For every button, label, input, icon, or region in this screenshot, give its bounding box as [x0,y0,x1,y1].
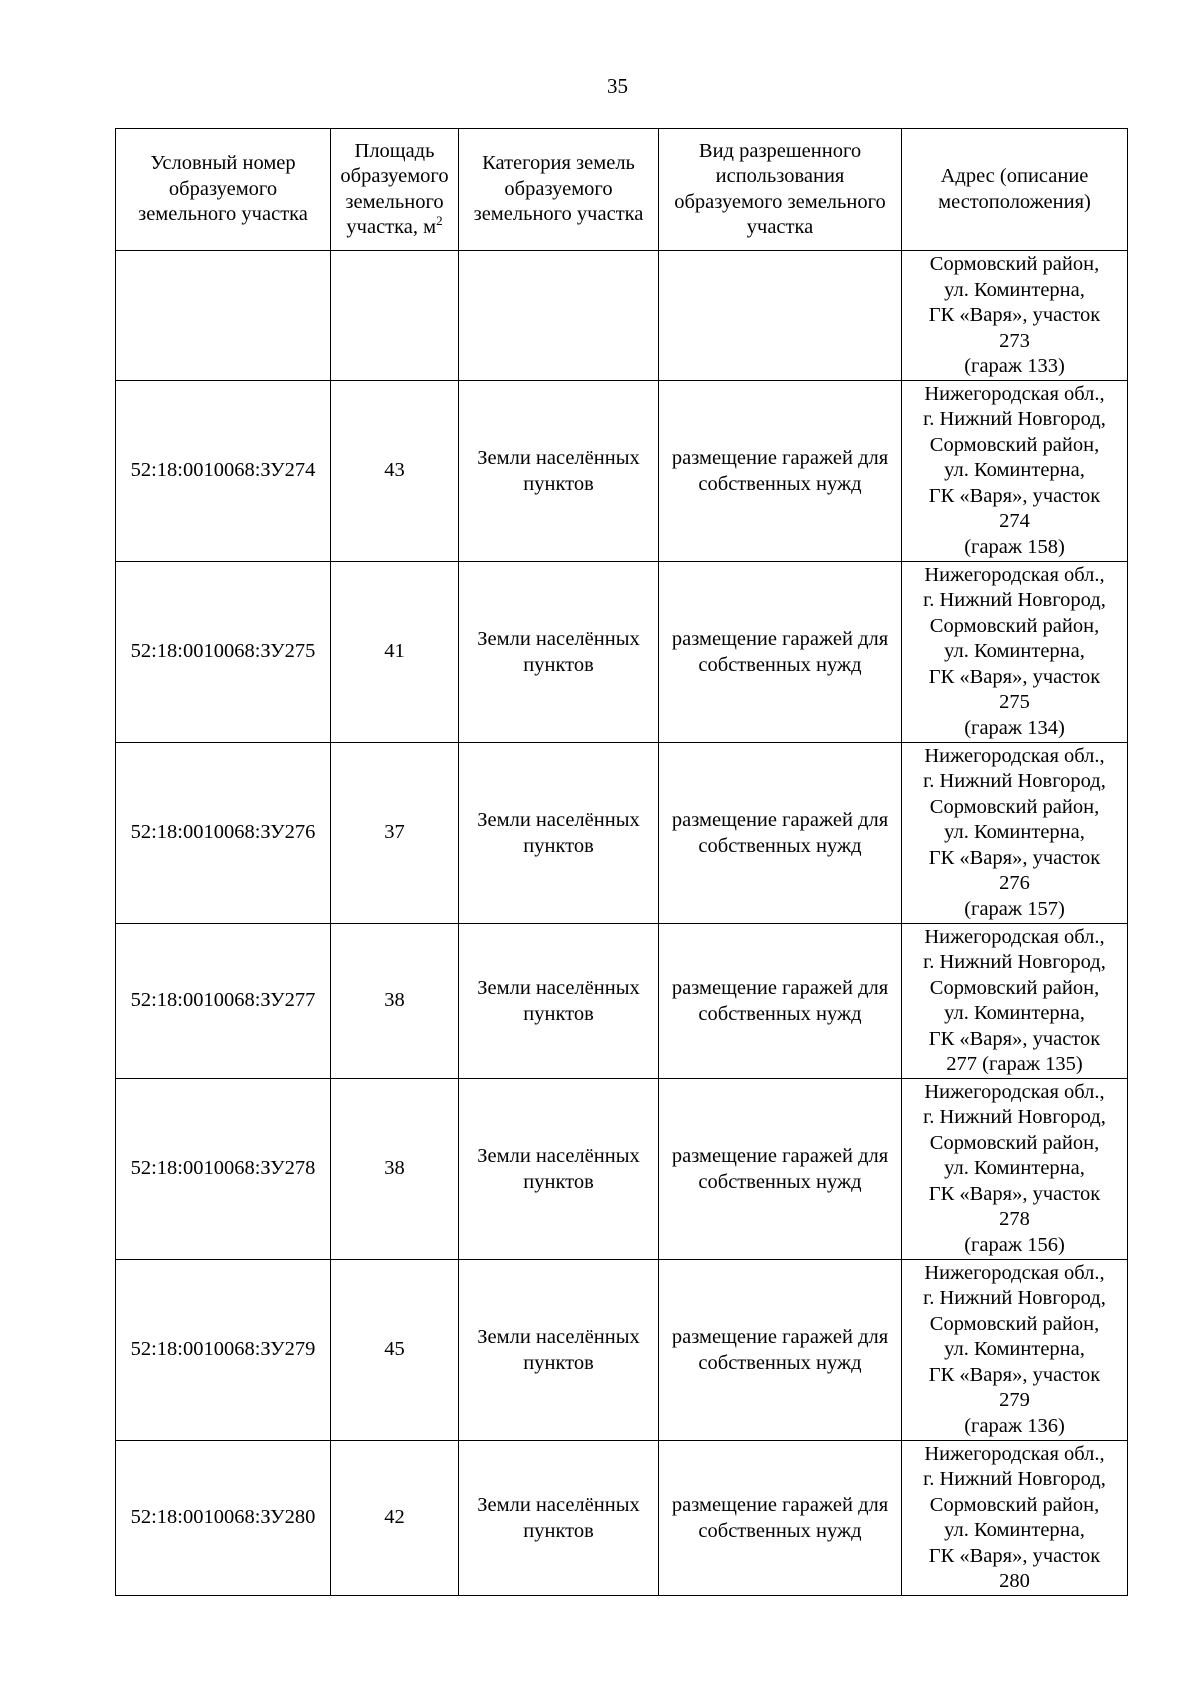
table-row [116,561,1128,742]
address-line: 275 [999,691,1030,713]
address-line: г. Нижний Новгород, [923,1287,1106,1309]
address-line: (гараж 133) [964,355,1065,377]
header-line: местоположения) [938,190,1091,213]
land-category-line: пунктов [523,1170,594,1193]
permitted-use-line: размещение гаражей для [671,977,889,999]
permitted-use-cell [659,923,902,1078]
address-cell [902,1078,1128,1259]
area-cell: 42 [331,1440,459,1595]
permitted-use-cell [659,742,902,923]
address-cell [902,1259,1128,1440]
address-line: ул. Коминтерна, [944,1002,1085,1024]
address-line: (гараж 136) [964,1414,1065,1437]
land-category-cell [459,380,659,561]
address-line: г. Нижний Новгород, [923,589,1106,611]
address-line: Нижегородская обл., [924,925,1105,948]
area-cell: 38 [331,923,459,1078]
table-row [116,251,1128,381]
address-line: Нижегородская обл., [924,1261,1105,1284]
address-line: ул. Коминтерна, [944,1338,1085,1360]
address-line: 274 [999,510,1030,532]
table-row [116,923,1128,1078]
address-line: Сормовский район, [929,253,1100,275]
address-line: г. Нижний Новгород, [923,1468,1106,1490]
address-line: 278 [999,1208,1030,1230]
cadastral-number-cell: 52:18:0010068:ЗУ279 [116,1259,331,1440]
permitted-use-line: собственных нужд [698,1519,862,1542]
permitted-use-cell [659,1259,902,1440]
address-line: ул. Коминтерна, [944,1519,1085,1541]
header-permitted-use [659,129,902,251]
address-line: (гараж 134) [964,716,1065,739]
header-area-unit: участка, м [346,216,437,238]
address-line: Нижегородская обл., [924,744,1105,767]
header-line: земельного участка [138,203,308,226]
land-category-line: Земли населённых [477,1326,640,1348]
permitted-use-cell [659,1440,902,1595]
address-cell [902,251,1128,381]
address-line: г. Нижний Новгород, [923,770,1106,792]
land-category-cell [459,251,659,381]
address-cell [902,923,1128,1078]
permitted-use-line: собственных нужд [698,472,862,495]
address-line: 277 (гараж 135) [946,1053,1083,1075]
land-category-line: пунктов [523,834,594,857]
cadastral-number-cell: 52:18:0010068:ЗУ280 [116,1440,331,1595]
permitted-use-line: размещение гаражей для [671,447,889,469]
area-cell: 45 [331,1259,459,1440]
land-category-line: Земли населённых [477,977,640,999]
land-category-line: Земли населённых [477,447,640,469]
header-line: Адрес (описание [940,165,1089,187]
land-category-cell [459,1078,659,1259]
cadastral-number-cell: 52:18:0010068:ЗУ276 [116,742,331,923]
header-line: Площадь [354,139,435,162]
header-land-category [459,129,659,251]
address-line: ГК «Варя», участок [928,1182,1101,1205]
area-cell: 38 [331,1078,459,1259]
header-line: образуемого земельного [674,190,886,213]
land-category-cell [459,742,659,923]
area-unit-superscript: 2 [436,213,443,229]
address-line: 273 [999,329,1030,352]
permitted-use-line: собственных нужд [698,1002,862,1025]
address-line: 280 [999,1570,1030,1592]
table-row [116,1440,1128,1595]
address-line: Сормовский район, [929,1493,1100,1516]
area-cell: 37 [331,742,459,923]
permitted-use-line: собственных нужд [698,1170,862,1193]
address-line: ГК «Варя», участок [928,484,1101,507]
address-line: ГК «Варя», участок [928,304,1101,326]
table-row [116,380,1128,561]
address-line: Нижегородская обл., [924,563,1105,586]
address-cell [902,561,1128,742]
address-line: Сормовский район, [929,1131,1100,1154]
header-line: Условный номер [150,152,296,175]
land-category-line: пунктов [523,1519,594,1542]
land-category-cell [459,561,659,742]
address-line: ГК «Варя», участок [928,1363,1101,1386]
address-cell [902,380,1128,561]
land-category-line: пунктов [523,1351,594,1374]
header-line: земельного участка [473,203,644,226]
permitted-use-line: размещение гаражей для [671,628,889,650]
address-line: Нижегородская обл., [924,1442,1105,1465]
land-category-line: Земли населённых [477,1145,640,1167]
address-cell [902,742,1128,923]
header-area [331,129,459,251]
address-line: Сормовский район, [929,433,1100,456]
table-body [116,251,1128,1596]
address-line: ГК «Варя», участок [928,846,1101,869]
land-category-line: Земли населённых [477,1494,640,1516]
address-line: 276 [999,872,1030,894]
permitted-use-cell [659,251,902,381]
address-line: Нижегородская обл., [924,1080,1105,1103]
table-row [116,742,1128,923]
area-cell [331,251,459,381]
address-line: Сормовский район, [929,795,1100,818]
permitted-use-line: размещение гаражей для [671,1145,889,1167]
header-line: образуемого [340,165,449,187]
cadastral-number-cell: 52:18:0010068:ЗУ274 [116,380,331,561]
land-category-cell [459,1259,659,1440]
header-line: участка [746,216,814,238]
address-line: (гараж 156) [964,1233,1065,1256]
address-line: г. Нижний Новгород, [923,408,1106,430]
permitted-use-line: собственных нужд [698,653,862,676]
table-row [116,1078,1128,1259]
land-category-line: пунктов [523,1002,594,1025]
header-row [116,129,1128,251]
address-line: г. Нижний Новгород, [923,1106,1106,1128]
header-address [902,129,1128,251]
land-category-cell [459,1440,659,1595]
address-line: 279 [999,1389,1030,1411]
permitted-use-cell [659,380,902,561]
header-line: Категория земель [482,152,635,175]
table-row [116,1259,1128,1440]
area-cell: 43 [331,380,459,561]
cadastral-number-cell [116,251,331,381]
address-line: (гараж 158) [964,535,1065,558]
address-line: Сормовский район, [929,1312,1100,1335]
address-line: Сормовский район, [929,976,1100,999]
land-plots-table [115,128,1128,1596]
cadastral-number-cell: 52:18:0010068:ЗУ278 [116,1078,331,1259]
land-category-line: пунктов [523,653,594,676]
header-line: использования [715,165,845,187]
address-line: ул. Коминтерна, [944,821,1085,843]
header-line: образуемого [168,177,278,200]
permitted-use-cell [659,1078,902,1259]
permitted-use-line: размещение гаражей для [671,1326,889,1348]
address-line: (гараж 157) [964,897,1065,920]
land-category-line: Земли населённых [477,628,640,650]
header-line: образуемого [504,177,613,200]
permitted-use-line: размещение гаражей для [671,1494,889,1516]
address-line: ГК «Варя», участок [928,1544,1101,1567]
address-line: ул. Коминтерна, [944,640,1085,662]
land-category-cell [459,923,659,1078]
land-category-line: Земли населённых [477,809,640,831]
cadastral-number-cell: 52:18:0010068:ЗУ275 [116,561,331,742]
area-cell: 41 [331,561,459,742]
address-line: ул. Коминтерна, [944,1157,1085,1179]
cadastral-number-cell: 52:18:0010068:ЗУ277 [116,923,331,1078]
address-line: ул. Коминтерна, [944,459,1085,481]
table-header [116,129,1128,251]
land-category-line: пунктов [523,472,594,495]
header-line [333,215,456,241]
page-number: 35 [607,74,628,98]
address-cell [902,1440,1128,1595]
permitted-use-line: собственных нужд [698,1351,862,1374]
header-line: земельного [345,190,444,213]
address-line: ул. Коминтерна, [944,278,1085,301]
address-line: ГК «Варя», участок [928,1027,1101,1050]
address-line: г. Нижний Новгород, [923,951,1106,973]
address-line: Сормовский район, [929,614,1100,637]
permitted-use-cell [659,561,902,742]
header-cadastral-number [116,129,331,251]
address-line: ГК «Варя», участок [928,665,1101,688]
permitted-use-line: размещение гаражей для [671,809,889,831]
header-line: Вид разрешенного [698,139,862,162]
permitted-use-line: собственных нужд [698,834,862,857]
address-line: Нижегородская обл., [924,382,1105,405]
